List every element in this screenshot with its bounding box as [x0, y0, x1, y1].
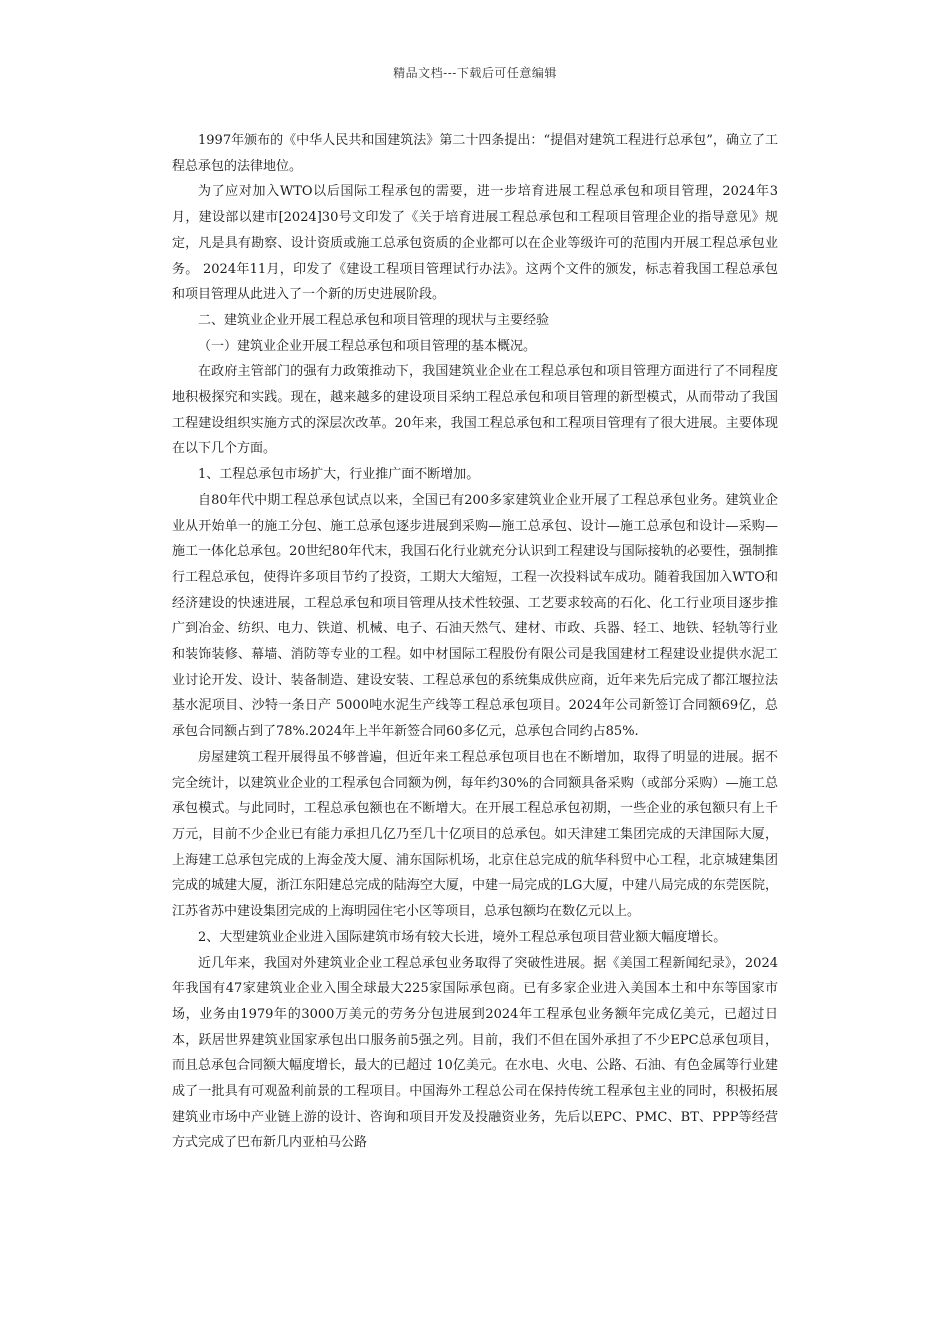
section-heading-2: 二、建筑业企业开展工程总承包和项目管理的现状与主要经验 [198, 312, 550, 328]
document-body [172, 128, 778, 1156]
paragraph-building-law: 1997年颁布的《中华人民共和国建筑法》第二十四条提出：“提倡对建筑工程进行总承包”，确立了工程总承包的法律地位。 [172, 133, 778, 174]
subsection-heading-1: （一）建筑业企业开展工程总承包和项目管理的基本概况。 [198, 338, 537, 354]
paragraph-wto-guidance: 为了应对加入WTO以后国际工程承包的需要，进一步培育进展工程总承包和项目管理，2024年3月，建设部以建市[2024]30号文印发了《关于培育进展工程总承包和工程项目管理企业的指导意见》规定，凡是具有勘察、设计资质或施工总承包资质的企业都可以在企业等级许可的范围内开展工程总承包业务。 2024年11月，印发了《建设工程项目管理试行办法》。这两个文件的颁发，标志着我国工程总承包和项目管理从此进入了一个新的历史进展阶段。 [172, 184, 778, 303]
paragraph-international-market: 近几年来，我国对外建筑业企业工程总承包业务取得了突破性进展。据《美国工程新闻纪录》，2024年我国有47家建筑业企业入围全球最大225家国际承包商。已有多家企业进入美国本土和中东等国家市场，业务由1979年的3000万美元的劳务分包进展到2024年工程承包业务额年完成亿美元，已超过日本，跃居世界建筑业国家承包出口服务前5强之列。目前，我们不但在国外承担了不少EPC总承包项目，而且总承包合同额大幅度增长，最大的已超过 10亿美元。在水电、火电、公路、石油、有色金属等行业建成了一批具有可观盈利前景的工程项目。中国海外工程总公司在保持传统工程承包主业的同时，积极拓展建筑业市场中产业链上游的设计、咨询和项目开发及投融资业务，先后以EPC、PMC、BT、PPP等经营方式完成了巴布新几内亚柏马公路 [172, 955, 778, 1151]
point-heading-2: 2、大型建筑业企业进入国际建筑市场有较大长进，境外工程总承包项目营业额大幅度增长。 [198, 929, 727, 945]
paragraph-market-expansion: 自80年代中期工程总承包试点以来，全国已有200多家建筑业企业开展了工程总承包业务。建筑业企业从开始单一的施工分包、施工总承包逐步进展到采购—施工总承包、设计—施工总承包和设计—采购—施工一体化总承包。20世纪80年代末，我国石化行业就充分认识到工程建设与国际接轨的必要性，强制推行工程总承包，使得许多项目节约了投资，工期大大缩短，工程一次投料试车成功。随着我国加入WTO和经济建设的快速进展，工程总承包和项目管理从技术性较强、工艺要求较高的石化、化工行业项目逐步推广到冶金、纺织、电力、铁道、机械、电子、石油天然气、建材、市政、兵器、轻工、地铁、轻轨等行业和装饰装修、幕墙、消防等专业的工程。如中材国际工程股份有限公司是我国建材工程建设业提供水泥工业讨论开发、设计、装备制造、建设安装、工程总承包的系统集成供应商，近年来先后完成了都江堰拉法基水泥项目、沙特一条日产 5000吨水泥生产线等工程总承包项目。2024年公司新签订合同额69亿，总承包合同额占到了78%.2024年上半年新签合同60多亿元，总承包合同约占85%. [172, 492, 778, 740]
paragraph-policy-overview: 在政府主管部门的强有力政策推动下，我国建筑业企业在工程总承包和项目管理方面进行了不同程度地积极探究和实践。现在，越来越多的建设项目采纳工程总承包和项目管理的新型模式，从而带动了我国工程建设组织实施方式的深层次改革。20年来，我国工程总承包和工程项目管理有了很大进展。主要体现在以下几个方面。 [172, 364, 778, 457]
page-header: 精品文档---下载后可任意编辑 [393, 66, 557, 80]
paragraph-housing-construction: 房屋建筑工程开展得虽不够普遍，但近年来工程总承包项目也在不断增加，取得了明显的进展。据不完全统计，以建筑业企业的工程承包合同额为例，每年约30%的合同额具备采购（或部分采购）—施工总承包模式。与此同时，工程总承包额也在不断增大。在开展工程总承包初期，一些企业的承包额只有上千万元，目前不少企业已有能力承担几亿乃至几十亿项目的总承包。如天津建工集团完成的天津国际大厦，上海建工总承包完成的上海金茂大厦、浦东国际机场，北京住总完成的航华科贸中心工程，北京城建集团完成的城建大厦，浙江东阳建总完成的陆海空大厦，中建一局完成的LG大厦，中建八局完成的东莞医院，江苏省苏中建设集团完成的上海明园住宅小区等项目，总承包额均在数亿元以上。 [172, 749, 778, 920]
point-heading-1: 1、工程总承包市场扩大，行业推广面不断增加。 [198, 467, 480, 483]
